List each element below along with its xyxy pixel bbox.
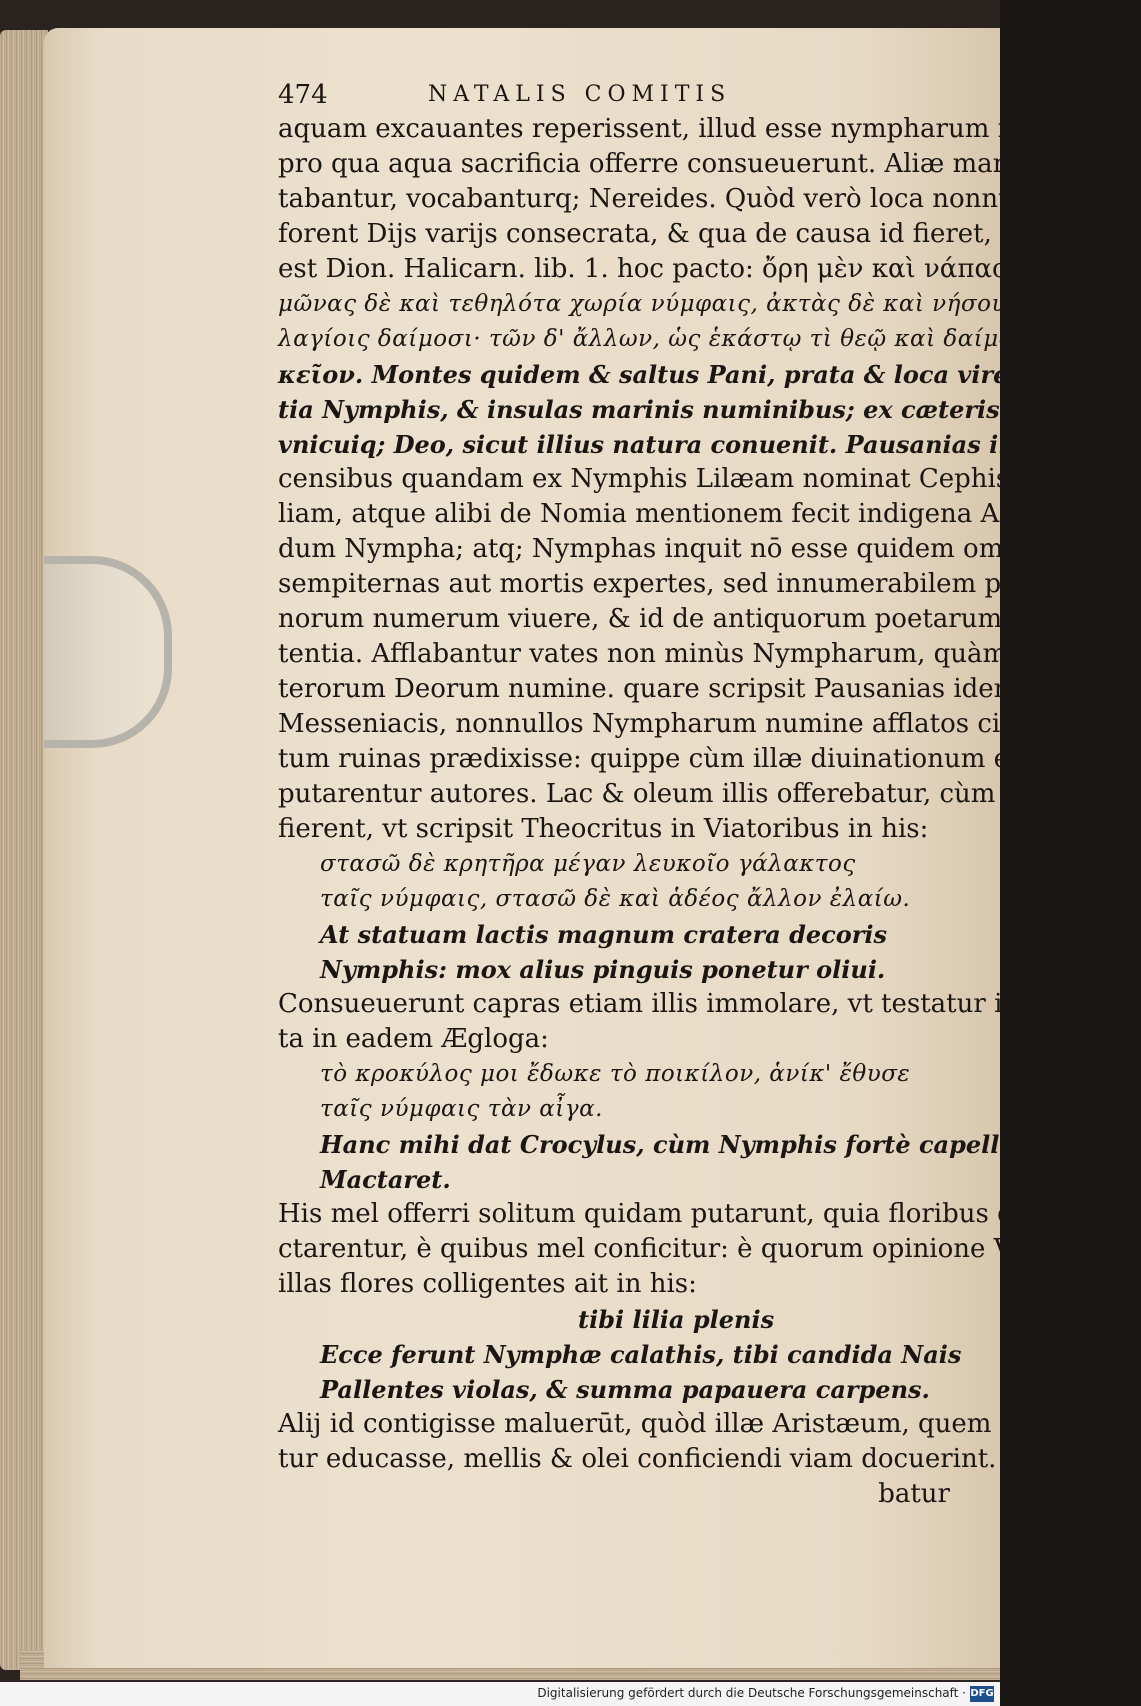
text-line: Alij id contigisse maluerūt, quòd illæ Aristæum, quem putan-	[278, 1409, 1085, 1439]
text-line: Nymphis: mox alius pinguis ponetur oliui.	[320, 955, 886, 984]
text-line: At statuam lactis magnum cratera decoris	[320, 920, 888, 949]
text-line: illas flores colligentes ait in his:	[278, 1269, 697, 1299]
text-line: στασῶ δὲ κρητῆρα μέγαν λευκοῖο γάλακτος	[320, 851, 856, 877]
text-line: censibus quandam ex Nymphis Lilæam nominat Cephisi fi-	[278, 464, 1052, 494]
text-line: liam, atque alibi de Nomia mentionem fecit indigena Arca-	[278, 499, 1051, 529]
text-line: His mel offerri solitum quidam putarunt, quia floribus dele-	[278, 1199, 1062, 1229]
text-line: λαγίοις δαίμοσι· τῶν δ' ἄλλων, ὡς ἑκάστῳ τὶ θεῷ καὶ δαίμονι οἰ-	[278, 326, 1078, 352]
text-line: terorum Deorum numine. quare scripsit Pausanias idem in	[278, 674, 1052, 704]
text-line: est Dion. Halicarn. lib. 1. hoc pacto: ὄρη μὲν καὶ νάπας πανὶ, λει-	[278, 254, 1141, 284]
text-line: pro qua aqua sacrificia offerre consueuerunt. Aliæ marinæ pu-	[278, 149, 1106, 179]
text-line: τὸ κροκύλος μοι ἔδωκε τὸ ποικίλον, ἁνίκ' ἔθυσε	[320, 1061, 911, 1087]
page-text	[278, 78, 1141, 1512]
page-header	[278, 78, 958, 112]
dfg-logo: DFG	[970, 1686, 994, 1702]
text-line: ctarentur, è quibus mel conficitur: è quorum opinione Virg.	[278, 1234, 1058, 1264]
text-line: fierent, vt scripsit Theocritus in Viatoribus in his:	[278, 814, 929, 844]
text-line: tibi lilia plenis	[578, 1305, 775, 1334]
text-line: Hanc mihi dat Crocylus, cùm Nymphis fortè capellam	[320, 1130, 1041, 1159]
text-line: Consueuerunt capras etiam illis immolare, vt testatur idē poe-	[278, 989, 1100, 1019]
text-line: tia Nymphis, & insulas marinis numinibus; ex cæteris locis	[278, 395, 1071, 424]
text-lines	[278, 112, 1141, 1512]
page-clip-icon	[44, 556, 172, 748]
text-line: tabantur, vocabanturq; Nereides. Quòd verò loca nonnulla	[278, 184, 1047, 214]
text-line: μῶνας δὲ καὶ τεθηλότα χωρία νύμφαις, ἀκτὰς δὲ καὶ νήσους πε-	[278, 291, 1064, 317]
text-line: tum ruinas prædixisse: quippe cùm illæ diuinationum etiam	[278, 744, 1068, 774]
text-line: batur	[878, 1479, 950, 1509]
text-line: Mactaret.	[320, 1165, 451, 1194]
text-line: dum Nympha; atq; Nymphas inquit nō esse quidem omnino	[278, 534, 1061, 564]
book-page-edges	[0, 30, 48, 1670]
text-line: forent Dijs varijs consecrata, & qua de causa id fieret, testatus	[278, 219, 1106, 249]
text-line: ταῖς νύμφαις, στασῶ δὲ καὶ ἁδέος ἄλλον ἐλαίω.	[320, 886, 911, 912]
text-line: norum numerum viuere, & id de antiquorum poetarum sen-	[278, 604, 1065, 634]
funding-note: Digitalisierung gefördert durch die Deutsche Forschungsgemeinschaft ·	[537, 1686, 966, 1700]
text-line: ταῖς νύμφαις τὰν αἶγα.	[320, 1096, 603, 1122]
text-line: κεῖον. Montes quidem & saltus Pani, prata & loca virenr-	[278, 360, 1049, 389]
footer-bar	[0, 1682, 1000, 1706]
text-line: Messeniacis, nonnullos Nympharum numine afflatos ciuita-	[278, 709, 1061, 739]
text-line: ta in eadem Ægloga:	[278, 1024, 549, 1054]
text-line: Pallentes violas, & summa papauera carpens.	[320, 1375, 930, 1404]
text-line: Ecce ferunt Nymphæ calathis, tibi candida Nais	[320, 1340, 962, 1369]
page-number: 474	[278, 80, 328, 110]
text-line: vnicuiq; Deo, sicut illius natura conuenit. Pausanias in Pho-	[278, 430, 1086, 459]
running-head: NATALIS COMITIS	[428, 82, 732, 107]
text-line: aquam excauantes reperissent, illud esse nympharum munus	[278, 114, 1086, 144]
text-line: tur educasse, mellis & olei conficiendi viam docuerint. Offere-	[278, 1444, 1097, 1474]
text-line: tentia. Afflabantur vates non minùs Nympharum, quàm cæ-	[278, 639, 1064, 669]
text-line: putarentur autores. Lac & oleum illis offerebatur, cùm sacra	[278, 779, 1076, 809]
text-line: sempiternas aut mortis expertes, sed innumerabilem penè an	[278, 569, 1090, 599]
